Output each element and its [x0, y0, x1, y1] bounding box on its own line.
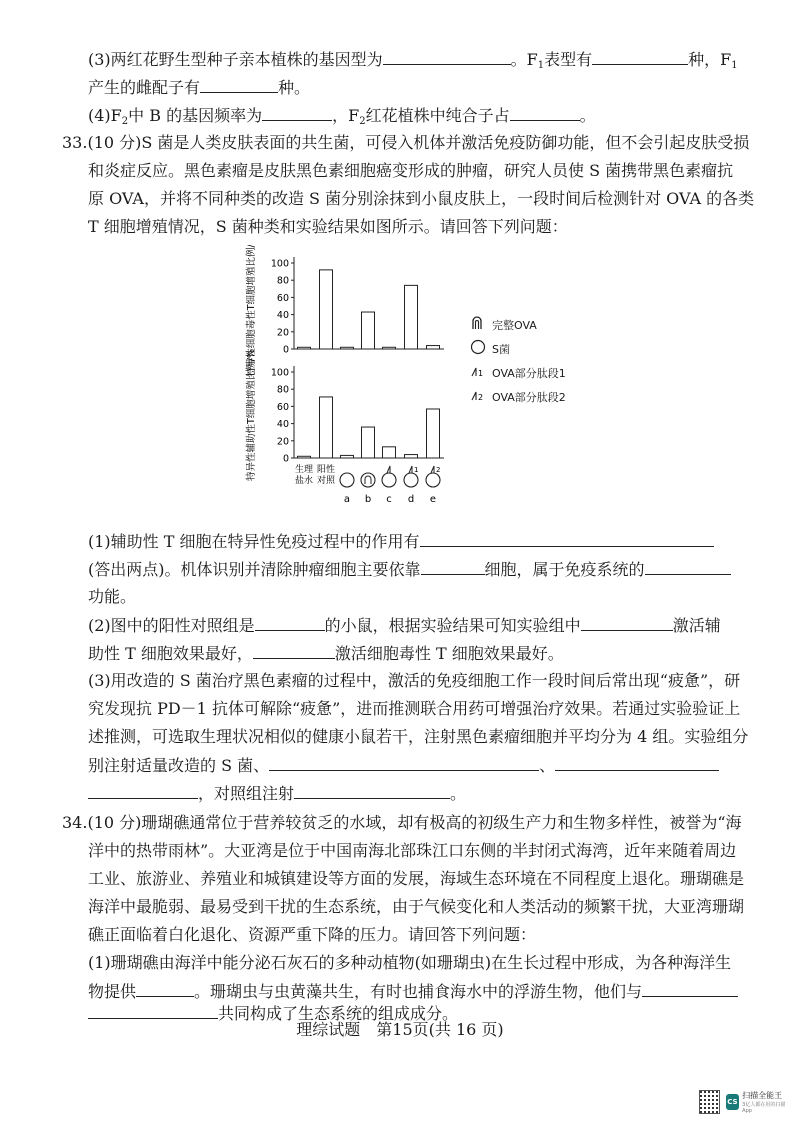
x-label-group: a: [343, 494, 351, 505]
answer-blank[interactable]: [420, 530, 714, 547]
q33-sub2-line1: (2)图中的阳性对照组是 的小鼠，根据实验结果可知实验组中 激活辅: [88, 616, 721, 635]
answer-blank[interactable]: [262, 104, 332, 121]
q33-sub2-line2: 助性 T 细胞效果最好， 激活细胞毒性 T 细胞效果最好。: [88, 644, 564, 663]
y-axis-label: 特异性细胞毒性T细胞增殖比例/%: [246, 245, 257, 377]
answer-blank[interactable]: [88, 782, 198, 799]
q32-part4: $(4)F_2$中 B 的基因频率为 ，$F_2$红花植株中纯合子占 。: [88, 106, 596, 127]
q33-sub3-line1: (3)用改造的 S 菌治疗黑色素瘤的过程中，激活的免疫细胞工作一段时间后常出现“疲惫”，研: [88, 671, 741, 690]
bar-th-5: [405, 455, 418, 458]
q32-part3-line2: 产生的雌配子有 种。: [88, 78, 311, 97]
x-label-group: c: [386, 494, 392, 505]
bar-th-1: [320, 397, 333, 458]
q33-sub1-line3: 功能。: [88, 587, 137, 606]
answer-blank[interactable]: [421, 558, 485, 575]
cs-logo-icon: CS: [726, 1094, 740, 1110]
legend-item-fragment-2: 2 OVA部分肽段2: [470, 385, 566, 409]
scanner-title: 扫描全能王: [742, 1090, 783, 1100]
x-label-group: b: [364, 494, 372, 505]
q33-sub3-line3: 述推测，可选取生理状况相似的健康小鼠若干，注射黑色素瘤细胞并平均分为 4 组。实验组分: [88, 727, 749, 746]
full-ova-icon: [470, 316, 492, 334]
q33-sub3-line4: 别注射适量改造的 S 菌、 、: [88, 754, 719, 777]
q34-sub1-line2: 物提供 。珊瑚虫与虫黄藻共生，有时也捕食海水中的浮游生物，他们与: [88, 980, 738, 1003]
answer-blank[interactable]: [510, 104, 580, 121]
bar-ctl-2: [341, 347, 354, 349]
answer-blank[interactable]: [645, 558, 731, 575]
legend-item-fragment-1: 1 OVA部分肽段1: [470, 361, 566, 385]
y-tick-label: 40: [276, 419, 289, 431]
bar-ctl-6: [427, 346, 440, 349]
q33-sub3-line2: 究发现抗 PD－1 抗体可解除“疲惫”，进而推测联合用药可增强治疗效果。若通过实验验证上: [88, 699, 741, 718]
x-label-group: e: [429, 494, 437, 505]
q34-intro-line3: 工业、旅游业、养殖业和城镇建设等方面的发展，海域生态环境在不同程度上退化。珊瑚礁是: [88, 869, 745, 888]
scanner-subtitle: 3亿人都在用的扫描App: [742, 1101, 786, 1114]
svg-text:2: 2: [478, 393, 484, 402]
y-tick-label: 100: [270, 367, 289, 379]
s-bacteria-icon: [426, 473, 440, 487]
q34-intro-line4: 海洋中最脆弱、最易受到干扰的生态系统，由于气候变化和人类活动的频繁干扰，大亚湾珊瑚: [88, 897, 745, 916]
bar-ctl-4: [383, 347, 396, 349]
legend-item-full-ova: 完整OVA: [470, 313, 566, 337]
q34-intro-line5: 礁正面临着白化退化、资源严重下降的压力。请回答下列问题：: [88, 925, 537, 944]
fragment-number: 2: [436, 466, 441, 474]
y-tick-label: 60: [276, 401, 289, 413]
q33-sub1-line2: (答出两点)。机体识别并清除肿瘤细胞主要依靠 细胞，属于免疫系统的: [88, 558, 731, 581]
s-bacteria-icon: [361, 473, 375, 487]
answer-blank[interactable]: [592, 48, 688, 65]
q34-sub1-line1: (1)珊瑚礁由海洋中能分泌石灰石的多种动植物(如珊瑚虫)在生长过程中形成，为各种海洋生: [88, 953, 732, 972]
answer-blank[interactable]: [555, 754, 719, 771]
q34-intro-line2: 洋中的热带雨林”。大亚湾是位于中国南海北部珠江口东侧的半封闭式海湾，近年来随着周边: [88, 841, 737, 860]
bar-th-4: [383, 447, 396, 458]
fragment-2-icon: [470, 388, 492, 406]
s-bacteria-icon: [382, 473, 396, 487]
answer-blank[interactable]: [200, 76, 278, 93]
x-label-saline: 生理: [294, 465, 314, 475]
bar-ctl-5: [405, 285, 418, 349]
bar-ctl-3: [362, 312, 375, 349]
answer-blank[interactable]: [581, 614, 673, 631]
q33-intro-line1: 33.(10 分)S 菌是人类皮肤表面的共生菌，可侵入机体并激活免疫防御功能，但不会引起皮肤受损: [62, 133, 750, 152]
bar-th-6: [427, 409, 440, 458]
chart-legend: [470, 313, 566, 409]
ova-fragment-icon: [431, 466, 434, 473]
q33-intro-line3: 原 OVA，并将不同种类的改造 S 菌分别涂抹到小鼠皮肤上，一段时间后检测针对 OVA 的各类: [88, 189, 755, 208]
q34-intro-line1: 34.(10 分)珊瑚礁通常位于营养较贫乏的水域，却有极高的初级生产力和生物多样性，被誉为“海: [62, 813, 742, 832]
bar-th-3: [362, 427, 375, 458]
bar-th-2: [341, 455, 354, 458]
y-tick-label: 0: [282, 453, 289, 465]
page-footer: 理综试题 第15页(共 16 页): [296, 1020, 504, 1039]
legend-item-s-bacteria: S菌: [470, 337, 566, 361]
q34-sub1-line3: 共同构成了生态系统的组成成分。: [88, 1002, 458, 1025]
x-label-positive: 对照: [316, 476, 336, 486]
q33-sub3-line5: ，对照组注射 。: [88, 782, 466, 805]
q33-sub1-line1: (1)辅助性 T 细胞在特异性免疫过程中的作用有: [88, 530, 714, 553]
y-tick-label: 40: [276, 310, 289, 322]
q33-intro-line4: T 细胞增殖情况，S 菌种类和实验结果如图所示。请回答下列问题：: [88, 217, 568, 236]
answer-blank[interactable]: [383, 48, 511, 65]
s-bacteria-icon: [340, 473, 354, 487]
q32-part3-line1: (3)两红花野生型种子亲本植株的基因型为 。$F_1$表型有 种，$F_1$: [88, 50, 738, 71]
answer-blank[interactable]: [642, 980, 738, 997]
s-bacteria-icon: [470, 339, 492, 359]
answer-blank[interactable]: [255, 614, 325, 631]
y-tick-label: 100: [270, 258, 289, 270]
ova-fragment-icon: [387, 466, 390, 473]
ova-fragment-icon: [409, 466, 412, 473]
answer-blank[interactable]: [136, 980, 194, 997]
bar-ctl-0: [298, 347, 311, 349]
scanner-watermark: [699, 1085, 787, 1118]
answer-blank[interactable]: [269, 754, 539, 771]
qr-code-icon: [699, 1090, 720, 1114]
full-ova-icon: [365, 476, 371, 484]
y-axis-label: 特异性辅助性T细胞增殖比例/%: [246, 348, 257, 482]
q33-intro-line2: 和炎症反应。黑色素瘤是皮肤黑色素细胞癌变形成的肿瘤，研究人员使 S 菌携带黑色素瘤抗: [88, 161, 734, 180]
x-label-group: d: [407, 494, 415, 505]
answer-blank[interactable]: [294, 782, 450, 799]
x-label-positive: 阳性: [316, 465, 336, 475]
fragment-1-icon: [470, 364, 492, 382]
answer-blank[interactable]: [253, 642, 335, 659]
x-label-saline: 盐水: [294, 476, 314, 486]
svg-text:1: 1: [478, 369, 484, 378]
bar-th-0: [298, 456, 311, 458]
y-tick-label: 20: [276, 327, 289, 339]
y-tick-label: 80: [276, 384, 289, 396]
y-tick-label: 20: [276, 436, 289, 448]
y-tick-label: 80: [276, 275, 289, 287]
y-tick-label: 60: [276, 292, 289, 304]
s-bacteria-icon: [404, 473, 418, 487]
y-tick-label: 0: [282, 344, 289, 356]
bar-ctl-1: [320, 270, 333, 349]
fragment-number: 1: [414, 466, 419, 474]
